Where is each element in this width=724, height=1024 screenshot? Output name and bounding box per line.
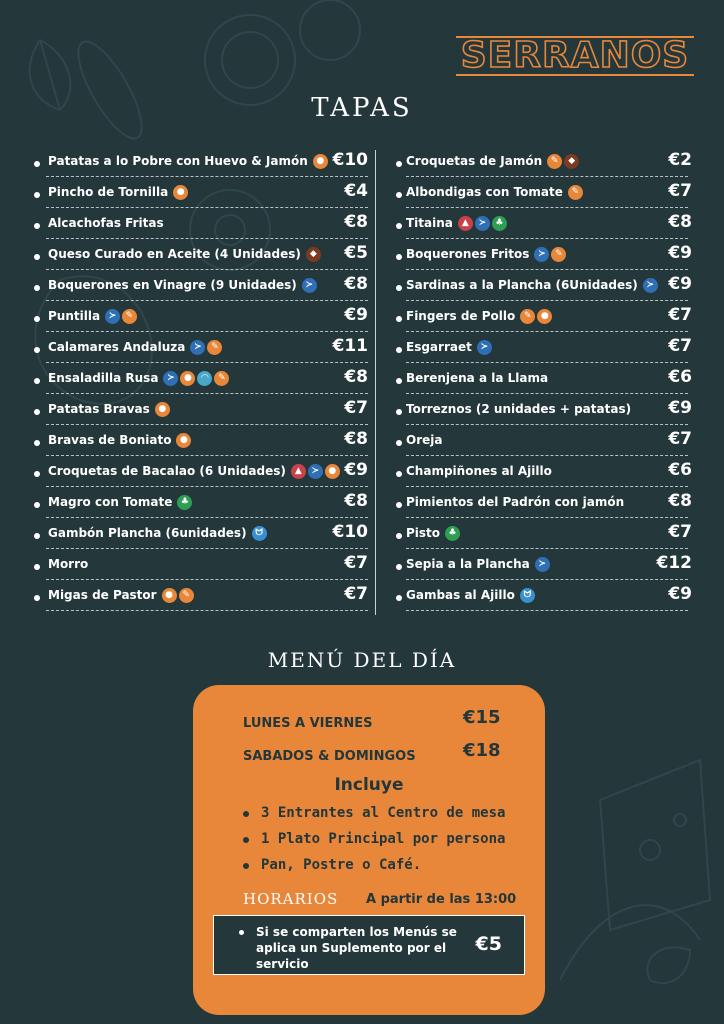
bullet (396, 378, 402, 384)
menu-item-name (48, 495, 192, 510)
dashed-rule (406, 300, 688, 301)
bullet (239, 930, 244, 935)
menu-item-name (48, 588, 194, 603)
fish-icon: ≻ (163, 371, 178, 386)
menu-item-price: €9 (668, 274, 692, 294)
dashed-rule (406, 517, 688, 518)
allergen-icons (302, 278, 317, 293)
allergen-icons (458, 216, 507, 231)
menu-item-price: €8 (668, 212, 692, 232)
celery-icon: ♣ (492, 216, 507, 231)
menu-item-price: €10 (332, 522, 368, 542)
allergen-icons (162, 588, 194, 603)
dashed-rule (46, 610, 368, 611)
menu-item-name (48, 557, 88, 571)
menu-item-price: €7 (344, 584, 368, 604)
menu-item (392, 553, 692, 584)
shellfish-icon: ◠ (197, 371, 212, 386)
allergen-icons (520, 309, 552, 324)
allergen-icons (176, 433, 191, 448)
fish-icon: ≻ (477, 340, 492, 355)
dashed-rule (46, 362, 368, 363)
milk-icon: ◆ (306, 247, 321, 262)
menu-item (28, 212, 368, 243)
allergen-icons (252, 526, 267, 541)
includes-title: Incluye (334, 775, 404, 795)
includes-item: 3 Entrantes al Centro de mesa (243, 805, 505, 831)
menu-item-price: €9 (344, 460, 368, 480)
gluten-icon: ✎ (207, 340, 222, 355)
bullet (34, 316, 40, 322)
menu-item (28, 460, 368, 491)
dashed-rule (406, 238, 688, 239)
fish-icon: ≻ (534, 247, 549, 262)
bullet (34, 409, 40, 415)
menu-item-name (406, 154, 579, 169)
menu-item-price: €8 (344, 491, 368, 511)
egg-icon: ● (155, 402, 170, 417)
gluten-icon: ✎ (551, 247, 566, 262)
dashed-rule (46, 207, 368, 208)
menu-item-label: Gambón Plancha (6unidades) (48, 526, 247, 540)
fish-icon: ≻ (190, 340, 205, 355)
menu-item-price: €7 (668, 305, 692, 325)
bullet (396, 285, 402, 291)
dashed-rule (406, 455, 688, 456)
menu-item-label: Champiñones al Ajillo (406, 464, 552, 478)
menu-item-price: €12 (656, 553, 692, 573)
menu-item-price: €8 (344, 429, 368, 449)
menu-item-price: €7 (344, 398, 368, 418)
celery-icon: ♣ (177, 495, 192, 510)
dashed-rule (406, 393, 688, 394)
menu-item-name (406, 495, 624, 509)
menu-item-price: €6 (668, 367, 692, 387)
menu-item-name (48, 216, 164, 230)
dashed-rule (406, 610, 688, 611)
allergen-icons (520, 588, 535, 603)
menu-item-name (48, 278, 317, 293)
bullet (34, 347, 40, 353)
gluten-icon: ✎ (568, 185, 583, 200)
menu-item-price: €5 (344, 243, 368, 263)
menu-item-label: Albondigas con Tomate (406, 185, 563, 199)
menu-item (392, 336, 692, 367)
egg-icon: ● (180, 371, 195, 386)
menu-item-price: €4 (344, 181, 368, 201)
menu-item-label: Titaina (406, 216, 453, 230)
menu-item-label: Berenjena a la Llama (406, 371, 549, 385)
menu-item-label: Queso Curado en Aceite (4 Unidades) (48, 247, 301, 261)
menu-item-label: Sepia a la Plancha (406, 557, 530, 571)
menu-item (28, 243, 368, 274)
dashed-rule (46, 238, 368, 239)
menu-item-price: €8 (668, 491, 692, 511)
bullet (34, 502, 40, 508)
bullet (396, 595, 402, 601)
menu-item-label: Pisto (406, 526, 441, 540)
tapas-right-column (392, 150, 692, 615)
allergen-icons (643, 278, 658, 293)
menu-item (28, 181, 368, 212)
menu-item (28, 553, 368, 584)
egg-icon: ● (173, 185, 188, 200)
menu-item-name (406, 464, 552, 478)
allergen-icons (306, 247, 321, 262)
menu-item-price: €7 (668, 429, 692, 449)
mustard-icon: ▲ (458, 216, 473, 231)
menu-item-label: Oreja (406, 433, 443, 447)
menu-item-label: Fingers de Pollo (406, 309, 516, 323)
menu-item-name (406, 247, 566, 262)
weekday-price: €15 (463, 707, 501, 728)
weekday-row (243, 707, 501, 731)
menu-item (28, 305, 368, 336)
menu-item (28, 367, 368, 398)
menu-item-label: Puntilla (48, 309, 101, 323)
menu-item-name (48, 433, 191, 448)
dashed-rule (46, 579, 368, 580)
bullet (34, 533, 40, 539)
allergen-icons (155, 402, 170, 417)
weekend-row (243, 740, 501, 764)
dashed-rule (46, 331, 368, 332)
menu-item-label: Pincho de Tornilla (48, 185, 169, 199)
allergen-icons (190, 340, 222, 355)
menu-item-price: €7 (668, 522, 692, 542)
allergen-icons (313, 154, 328, 169)
bullet (34, 223, 40, 229)
menu-item-label: Esgarraet (406, 340, 472, 354)
menu-item-label: Magro con Tomate (48, 495, 173, 509)
menu-item-label: Calamares Andaluza (48, 340, 186, 354)
dashed-rule (406, 269, 688, 270)
dashed-rule (46, 300, 368, 301)
menu-item-name (406, 278, 658, 293)
menu-item (28, 150, 368, 181)
allergen-icons (534, 247, 566, 262)
egg-icon: ● (176, 433, 191, 448)
menu-item-label: Sardinas a la Plancha (6Unidades) (406, 278, 638, 292)
bullet (34, 285, 40, 291)
fish-icon: ≻ (535, 557, 550, 572)
bullet (396, 223, 402, 229)
menu-item (28, 274, 368, 305)
bullet (396, 409, 402, 415)
includes-item: 1 Plato Principal por persona (243, 831, 505, 857)
crustacean-icon: ᗢ (252, 526, 267, 541)
egg-icon: ● (162, 588, 177, 603)
dashed-rule (406, 424, 688, 425)
brand-logo: SERRANOS (456, 36, 694, 76)
bullet (34, 564, 40, 570)
bullet (396, 316, 402, 322)
bullet (396, 347, 402, 353)
menu-item-label: Pimientos del Padrón con jamón (406, 495, 625, 509)
gluten-icon: ✎ (214, 371, 229, 386)
menu-item-price: €9 (344, 305, 368, 325)
horarios-label: HORARIOS (243, 890, 339, 908)
fish-icon: ≻ (302, 278, 317, 293)
bullet (34, 161, 40, 167)
bullet (396, 254, 402, 260)
bullet (396, 161, 402, 167)
egg-icon: ● (325, 464, 340, 479)
menu-item (392, 460, 692, 491)
allergen-icons (163, 371, 229, 386)
gluten-icon: ✎ (547, 154, 562, 169)
gluten-icon: ✎ (520, 309, 535, 324)
menu-item (28, 584, 368, 615)
weekend-label: SABADOS & DOMINGOS (243, 749, 416, 764)
menu-item-price: €6 (668, 460, 692, 480)
column-divider (375, 150, 376, 615)
bullet (396, 471, 402, 477)
menu-item-label: Patatas a lo Pobre con Huevo & Jamón (48, 154, 308, 168)
menu-item (28, 522, 368, 553)
dashed-rule (46, 424, 368, 425)
menu-item-label: Gambas al Ajillo (406, 588, 515, 602)
crustacean-icon: ᗢ (520, 588, 535, 603)
menu-item-price: €8 (344, 274, 368, 294)
menu-item-price: €9 (668, 584, 692, 604)
menu-item (392, 274, 692, 305)
gluten-icon: ✎ (122, 309, 137, 324)
menu-item-name (406, 526, 460, 541)
menu-item-name (406, 588, 535, 603)
menu-item-name (406, 402, 631, 416)
menu-item (392, 181, 692, 212)
menu-item-label: Bravas de Boniato (48, 433, 172, 447)
allergen-icons (535, 557, 550, 572)
menu-item (392, 398, 692, 429)
bullet (34, 595, 40, 601)
bullet (34, 440, 40, 446)
allergen-icons (547, 154, 579, 169)
menu-item-name (48, 402, 170, 417)
fish-icon: ≻ (105, 309, 120, 324)
egg-icon: ● (313, 154, 328, 169)
menu-item-price: €7 (668, 181, 692, 201)
menu-item-price: €8 (344, 212, 368, 232)
supplement-box (213, 915, 525, 975)
menu-item (392, 212, 692, 243)
menu-item-label: Boquerones en Vinagre (9 Unidades) (48, 278, 297, 292)
menu-item-name (48, 371, 229, 386)
menu-item (392, 491, 692, 522)
dashed-rule (46, 393, 368, 394)
egg-icon: ● (537, 309, 552, 324)
bullet (396, 564, 402, 570)
menu-item-name (48, 185, 188, 200)
bullet (396, 502, 402, 508)
menu-item-price: €10 (332, 150, 368, 170)
bullet (396, 192, 402, 198)
menu-item-price: €9 (668, 398, 692, 418)
menu-item-price: €8 (344, 367, 368, 387)
allergen-icons (291, 464, 340, 479)
supplement-price: €5 (475, 933, 502, 955)
menu-item-name (48, 340, 222, 355)
bullet (396, 440, 402, 446)
dashed-rule (406, 579, 688, 580)
menu-item (28, 491, 368, 522)
dashed-rule (406, 362, 688, 363)
menu-item-name (48, 247, 321, 262)
menu-item-price: €11 (332, 336, 368, 356)
bullet (34, 192, 40, 198)
menu-item-name (406, 371, 548, 385)
menu-item-name (48, 464, 340, 479)
dashed-rule (46, 548, 368, 549)
menu-del-dia-box (193, 685, 545, 1015)
menu-item-name (406, 433, 442, 447)
horarios-value: A partir de las 13:00 (366, 892, 517, 907)
bullet (34, 378, 40, 384)
menu-item-name (406, 340, 492, 355)
weekday-label: LUNES A VIERNES (243, 716, 373, 731)
supplement-text: Si se comparten los Menús se aplica un Suplemento por el servicio (256, 925, 457, 971)
menu-del-dia-title: MENÚ DEL DÍA (267, 648, 457, 672)
allergen-icons (445, 526, 460, 541)
menu-item-label: Croquetas de Bacalao (6 Unidades) (48, 464, 286, 478)
allergen-icons (105, 309, 137, 324)
dashed-rule (46, 486, 368, 487)
menu-item-label: Migas de Pastor (48, 588, 157, 602)
weekend-price: €18 (463, 740, 501, 761)
menu-item-name (406, 185, 583, 200)
menu-item-price: €9 (668, 243, 692, 263)
menu-item (392, 243, 692, 274)
menu-item (392, 367, 692, 398)
celery-icon: ♣ (445, 526, 460, 541)
allergen-icons (568, 185, 583, 200)
dashed-rule (46, 517, 368, 518)
bullet (396, 533, 402, 539)
tapas-left-column (28, 150, 368, 615)
includes-item: Pan, Postre o Café. (243, 857, 505, 883)
menu-item-label: Croquetas de Jamón (406, 154, 543, 168)
allergen-icons (177, 495, 192, 510)
includes-list (243, 805, 505, 883)
menu-item-name (406, 216, 507, 231)
allergen-icons (173, 185, 188, 200)
bullet (34, 471, 40, 477)
bullet (34, 254, 40, 260)
menu-item (28, 336, 368, 367)
milk-icon: ◆ (564, 154, 579, 169)
menu-item (392, 305, 692, 336)
fish-icon: ≻ (475, 216, 490, 231)
fish-icon: ≻ (308, 464, 323, 479)
menu-item-name (406, 557, 550, 572)
fish-icon: ≻ (643, 278, 658, 293)
dashed-rule (46, 176, 368, 177)
dashed-rule (46, 455, 368, 456)
menu-item-name (48, 309, 137, 324)
menu-item-label: Torreznos (2 unidades + patatas) (406, 402, 632, 416)
menu-item-price: €7 (668, 336, 692, 356)
menu-item-label: Boquerones Fritos (406, 247, 530, 261)
menu-item (28, 398, 368, 429)
menu-item (392, 584, 692, 615)
menu-item-name (48, 526, 267, 541)
dashed-rule (406, 331, 688, 332)
menu-item-label: Patatas Bravas (48, 402, 150, 416)
menu-item (392, 429, 692, 460)
menu-item (392, 150, 692, 181)
menu-item-price: €7 (344, 553, 368, 573)
allergen-icons (477, 340, 492, 355)
menu-item (28, 429, 368, 460)
menu-item-name (48, 154, 328, 169)
dashed-rule (406, 207, 688, 208)
dashed-rule (406, 176, 688, 177)
tapas-title: TAPAS (311, 93, 413, 123)
menu-item (392, 522, 692, 553)
gluten-icon: ✎ (179, 588, 194, 603)
dashed-rule (406, 548, 688, 549)
menu-item-name (406, 309, 552, 324)
menu-item-label: Morro (48, 557, 89, 571)
menu-item-label: Ensaladilla Rusa (48, 371, 159, 385)
dashed-rule (406, 486, 688, 487)
menu-item-label: Alcachofas Fritas (48, 216, 164, 230)
dashed-rule (46, 269, 368, 270)
mustard-icon: ▲ (291, 464, 306, 479)
menu-item-price: €2 (668, 150, 692, 170)
